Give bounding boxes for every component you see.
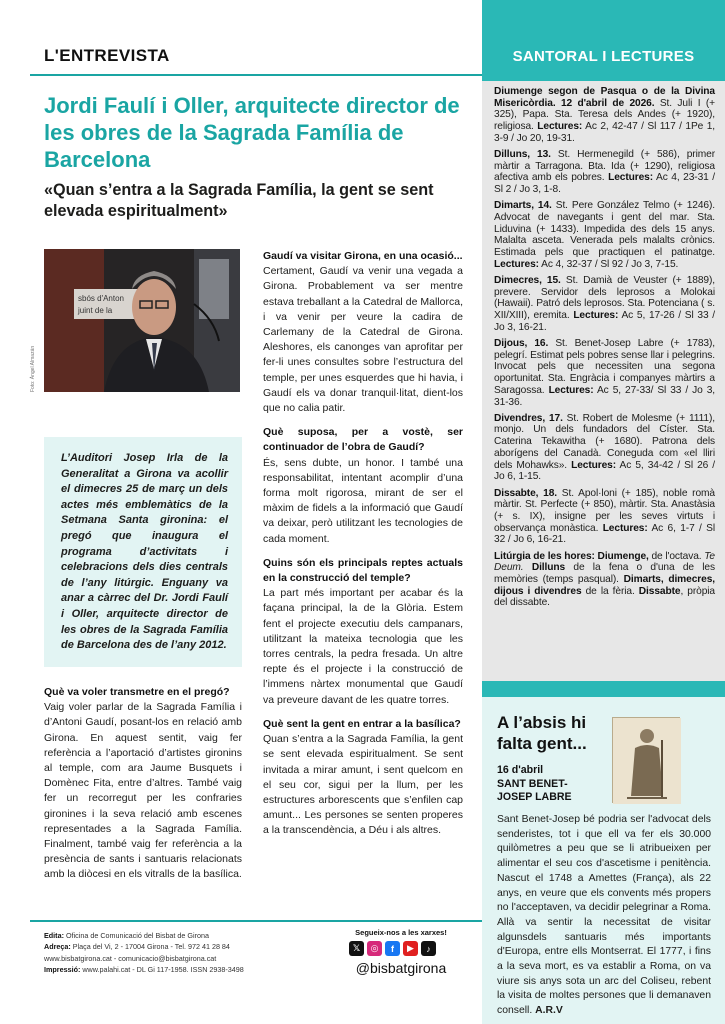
photo-banner-text: sbós d'Anton bbox=[78, 294, 125, 303]
abside-saint-label: 16 d'abril SANT BENET- JOSEP LABRE bbox=[497, 764, 572, 803]
saint-engraving-image bbox=[612, 717, 680, 803]
photo-banner-text: juint de la bbox=[78, 306, 113, 315]
interview-question: Gaudí va visitar Girona, en una ocasió... bbox=[263, 250, 463, 262]
santoral-box bbox=[482, 81, 725, 681]
abside-heading: A l’absis hi falta gent... bbox=[497, 713, 587, 753]
article-column-left bbox=[44, 685, 242, 883]
interview-answer: La part més important per acabar és la façana principal, la de la Glòria. Estem fent el projecte executiu dels campanars, utilitzant la mateixa tecnologia que les torres centrals, la pedra fresada. Un altre repte és el projecte i la construcció de l’immens nàrtex monumental que Gaudí va preveure davant de les quatre torres. bbox=[263, 587, 463, 706]
interview-question: Què sent la gent en entrar a la basílica? bbox=[263, 717, 461, 730]
article-title: Jordi Faulí i Oller, arquitecte director de les obres de la Sagrada Família de Barcelona bbox=[44, 93, 460, 172]
santoral-entry: Dilluns, 13. St. Hermenegild (+ 586), primer màrtir a Tarragona. Bta. Ida (+ 1290), religiosa afectiva amb els pobres. Lectures: Ac 4, 23-31 / Sl 2 / Jo 3, 1-8. bbox=[494, 149, 715, 196]
footer-divider bbox=[30, 920, 482, 922]
santoral-entry: Dissabte, 18. St. Apol·loni (+ 185), noble romà màrtir. St. Perfecte (+ 850), màrtir. Sta. Anastàsia (+ s. IX), insigne per les seves virtuts i observança monàstica. Lectures: Ac 6, 1-7 / Sl 32 / Jo 6, 16-21. bbox=[494, 487, 715, 546]
sidebar-title: SANTORAL I LECTURES bbox=[512, 48, 695, 65]
social-title: Segueix-nos a les xarxes! bbox=[355, 928, 447, 937]
interview-answer: Certament, Gaudí va venir una vegada a Girona. Probablement va ser mentre estava treballant a la Catedral de Mallorca, i va venir per veure la cadira de Carlemany de la Catedral de Girona. Aleshores, els canonges van aprofitar per fer-li unes consultes sobre l’estructura del temple, per unes esquerdes que hi havia, i Gaudí els va donar tranquil·litat, dient-los que no calia patir. bbox=[263, 265, 463, 415]
intro-text: L’Auditori Josep Irla de la Generalitat a Girona va acollir el dimecres 25 de març un dels actes més emblemàtics de la Setmana Santa gironina: el pregó que inaugura el programa d’activitats i celebracions dels dies centrals de l’any litúrgic. Enguany va anar a càrrec del Dr. Jordi Faulí i Oller, arquitecte director de les obres de la Sagrada Família de Barcelona des de l’any 2012. bbox=[61, 452, 228, 652]
x-icon[interactable]: 𝕏 bbox=[349, 941, 364, 956]
article-column-right bbox=[263, 249, 463, 839]
footer-credits: Edita: Oficina de Comunicació del Bisbat de Girona Adreça: Plaça del Vi, 2 - 17004 Girona - Tel. 972 41 28 84 www.bisbatgirona.cat - comunicacio@bisbatgirona.cat Impressió: www.palahi.cat - DL Gi 117-1958. ISSN 2938-3498 bbox=[44, 931, 244, 974]
interview-question: Què suposa, per a vostè, ser continuador de l’obra de Gaudí? bbox=[263, 426, 463, 454]
youtube-icon[interactable]: ▶ bbox=[403, 941, 418, 956]
facebook-icon[interactable]: f bbox=[385, 941, 400, 956]
interview-answer: És, sens dubte, un honor. I també una responsabilitat, intentant acomplir d’una forma molt rigorosa, mirant de ser el màxim de fidels a la informació que Gaudí va deixar, però utilitzant les tecnologies de cada moment. bbox=[263, 456, 463, 545]
intro-box bbox=[44, 437, 242, 667]
speaker-photo bbox=[44, 249, 240, 392]
tiktok-icon[interactable]: ♪ bbox=[421, 941, 436, 956]
santoral-entry: Dijous, 16. St. Benet-Josep Labre (+ 1783), pelegrí. Estimat pels pobres sense llar i pelegrins. Invocat pels que necessiten una segona oportunitat. Sta. Engràcia i companyes màrtirs a Saragossa. Lectures: Ac 5, 27-33/ Sl 33 / Jo 3, 31-36. bbox=[494, 338, 715, 408]
santoral-entry: Dimecres, 15. St. Damià de Veuster (+ 1889), prevere. Servidor dels leprosos a Molokai (Hawaii). Patró dels leprosos. Sta. Potenciana ( s. XII/XIII), eremita. Lectures: Ac 5, 17-26 / Sl 33 / Jo 3, 16-21. bbox=[494, 275, 715, 333]
section-title: L'ENTREVISTA bbox=[44, 46, 170, 65]
saint-figure-icon bbox=[613, 718, 681, 804]
santoral-entry: Diumenge segon de Pasqua o de la Divina Misericòrdia. 12 d'abril de 2026. St. Juli I (+ 325), Papa. Sta. Teresa dels Andes (+ 1920), religiosa. Lectures: Ac 2, 42-47 / Sl 117 / 1Pe 1, 3-9 / Jo 20, 19-31. bbox=[494, 86, 715, 144]
photo-credit: Foto: Àngel Almazán bbox=[30, 345, 36, 392]
interview-question: Què va voler transmetre en el pregó? bbox=[44, 686, 230, 698]
interview-answer: Quan s’entra a la Sagrada Família, la gent se sent elevada espiritualment. Se sent invitada a mirar amunt, i sent quelcom en el seu cor, sigui per la llum, per les estructures arborescents que s’enfilen cap amunt... Les persones se senten properes a la transcendència, a Déu i als altres. bbox=[263, 733, 463, 837]
social-icons bbox=[349, 941, 436, 957]
social-handle[interactable]: @bisbatgirona bbox=[355, 960, 447, 976]
instagram-icon[interactable]: ◎ bbox=[367, 941, 382, 956]
speaker-photo-illustration bbox=[44, 249, 240, 392]
interview-answer: Vaig voler parlar de la Sagrada Família i d’Antoni Gaudí, posant-los en relació amb Girona. En aquest sentit, vaig fer referència a l’aportació d’artistes gironins al temple, com ara Jaume Busquets i Domènec Fita, entre d’altres. També vaig fer un recorregut per les confraries gironines i la seva relació amb escenes representades a la Sagrada Família. Finalment, també vaig fer referència a la presència de sants i santuaris relacionats amb la diòcesi en els vitralls de la basílica. bbox=[44, 701, 242, 881]
santoral-entry: Dimarts, 14. St. Pere González Telmo (+ 1246). Advocat de navegants i gent del mar. Sta. Liduvina (+ 1433). Impedida des dels 15 anys. Malalta asceta. Venerada pels malalts crònics. Estimada pels que practiquen el patinatge. Lectures: Ac 4, 32-37 / Sl 92 / Jo 3, 7-15. bbox=[494, 200, 715, 270]
interview-question: Quins són els principals reptes actuals en la construcció del temple? bbox=[263, 556, 463, 585]
santoral-entry: Divendres, 17. St. Robert de Molesme (+ 1111), monjo. Un dels fundadors del Císter. Sta. Caterina Tekawitha (+ 1680). Patrona dels aborígens del Canadà. Coneguda com «el lliri dels Mohawks». Lectures: Ac 5, 34-42 / Sl 26 / Jo 6, 1-15. bbox=[494, 412, 716, 483]
abside-text: Sant Benet-Josep bé podria ser l'advocat dels senderistes, tot i que ell va fer els 30.000 quilòmetres a peu que se li atribueixen per alimentar el seu cos d'ascetisme i penitència. Nascut el 1748 a Amettes (França), als 22 anys, en veure que els convents més propers no l'acceptaven, va decidir pelegrinar a Roma. Allà va sentir la necessitat de visitar algunsdels santuaris més importants d'Europa, entre ells Montserrat. El 1777, i fins a la seva mort, es va establir a Roma, on va viure sis anys sota un arc del Coliseu, rebent la visita de moltes persones que li demanaven consell. A.R.V bbox=[497, 814, 711, 1017]
article-subtitle: «Quan s’entra a la Sagrada Família, la gent se sent elevada espiritualment» bbox=[44, 181, 434, 220]
liturgy-hours: Litúrgia de les hores: Diumenge, de l'octava. Te Deum. Dilluns de la fena o d'una de les memòries (temps pasqual). Dimarts, dimecres, dijous i divendres de la fèria. Dissabte, pròpia del dissabte. bbox=[494, 550, 715, 609]
header-divider bbox=[30, 74, 482, 76]
